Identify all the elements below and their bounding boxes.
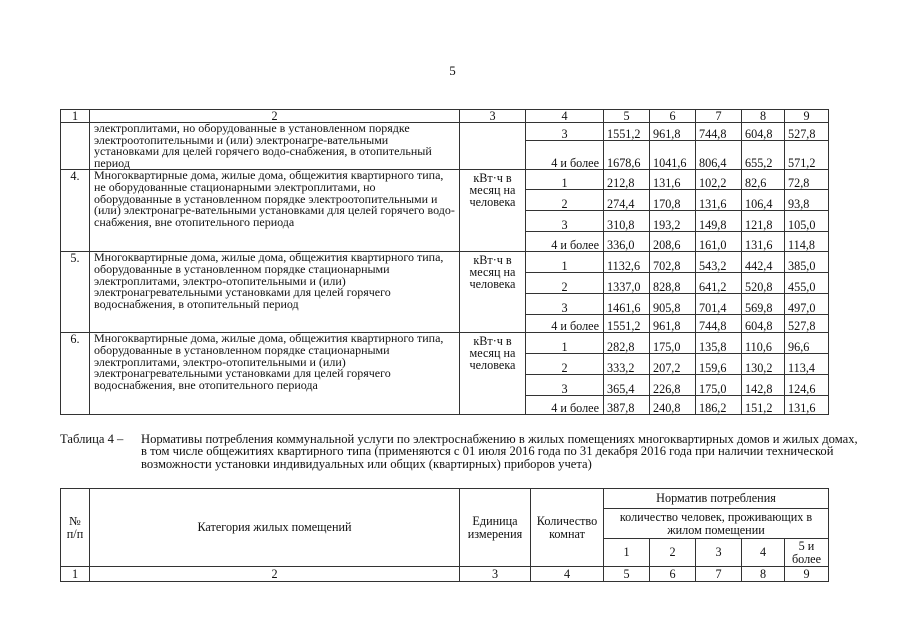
value-cell: 72,8 bbox=[785, 170, 829, 190]
value-cell: 131,6 bbox=[650, 170, 696, 190]
value-cell: 1461,6 bbox=[604, 294, 650, 315]
rooms-cell: 1 bbox=[526, 252, 604, 273]
col-unit-header: Единица измерения bbox=[460, 489, 531, 567]
value-cell: 142,8 bbox=[742, 375, 785, 396]
category-cell: электроплитами, но оборудованные в установленном порядке электроотопительными и (или) электронагре-вательными установками для целей горячего водо-снабжения, в отопительный период bbox=[90, 123, 460, 170]
table-row bbox=[61, 123, 829, 141]
column-index-cell: 1 bbox=[61, 567, 90, 582]
value-cell: 905,8 bbox=[650, 294, 696, 315]
rooms-cell: 1 bbox=[526, 170, 604, 190]
value-cell: 527,8 bbox=[785, 315, 829, 333]
value-cell: 828,8 bbox=[650, 273, 696, 294]
rooms-cell: 2 bbox=[526, 273, 604, 294]
value-cell: 365,4 bbox=[604, 375, 650, 396]
column-index-cell: 2 bbox=[90, 567, 460, 582]
value-cell: 106,4 bbox=[742, 190, 785, 211]
rooms-cell: 3 bbox=[526, 211, 604, 232]
value-cell: 135,8 bbox=[696, 333, 742, 354]
value-cell: 151,2 bbox=[742, 396, 785, 415]
value-cell: 240,8 bbox=[650, 396, 696, 415]
persons-count-cell: 1 bbox=[604, 539, 650, 567]
value-cell: 113,4 bbox=[785, 354, 829, 375]
value-cell: 333,2 bbox=[604, 354, 650, 375]
rooms-cell: 3 bbox=[526, 375, 604, 396]
value-cell: 175,0 bbox=[650, 333, 696, 354]
value-cell: 701,4 bbox=[696, 294, 742, 315]
rooms-cell: 4 и более bbox=[526, 141, 604, 170]
unit-cell bbox=[460, 123, 526, 170]
rooms-cell: 2 bbox=[526, 190, 604, 211]
value-cell: 82,6 bbox=[742, 170, 785, 190]
value-cell: 806,4 bbox=[696, 141, 742, 170]
value-cell: 121,8 bbox=[742, 211, 785, 232]
value-cell: 571,2 bbox=[785, 141, 829, 170]
value-cell: 1551,2 bbox=[604, 123, 650, 141]
table-row bbox=[61, 170, 829, 190]
value-cell: 124,6 bbox=[785, 375, 829, 396]
value-cell: 274,4 bbox=[604, 190, 650, 211]
value-cell: 130,2 bbox=[742, 354, 785, 375]
header-cell: 4 bbox=[526, 110, 604, 123]
page-number: 5 bbox=[449, 63, 456, 78]
value-cell: 1041,6 bbox=[650, 141, 696, 170]
value-cell: 105,0 bbox=[785, 211, 829, 232]
value-cell: 114,8 bbox=[785, 232, 829, 252]
value-cell: 455,0 bbox=[785, 273, 829, 294]
rooms-cell: 4 и более bbox=[526, 232, 604, 252]
unit-cell: кВт·ч в месяц на человека bbox=[460, 252, 526, 333]
category-cell: Многоквартирные дома, жилые дома, общежития квартирного типа, оборудованные в установленном порядке стационарными электроплитами, электро-отопительными и (или) электронагревательными установками для целей горячего водоснабжения, вне отопительного периода bbox=[90, 333, 460, 415]
header-cell: 3 bbox=[460, 110, 526, 123]
value-cell: 175,0 bbox=[696, 375, 742, 396]
unit-cell: кВт·ч в месяц на человека bbox=[460, 170, 526, 252]
category-cell: Многоквартирные дома, жилые дома, общежития квартирного типа, не оборудованные стационарными электроплитами, но оборудованные в установленном порядке электроотопительными и (или) электронагре-вательными установками для целей горячего водо-снабжения, вне отопительного периода bbox=[90, 170, 460, 252]
value-cell: 159,6 bbox=[696, 354, 742, 375]
value-cell: 212,8 bbox=[604, 170, 650, 190]
value-cell: 170,8 bbox=[650, 190, 696, 211]
value-cell: 520,8 bbox=[742, 273, 785, 294]
unit-cell: кВт·ч в месяц на человека bbox=[460, 333, 526, 415]
column-index-row bbox=[61, 567, 829, 582]
row-number: 5. bbox=[61, 252, 90, 333]
value-cell: 744,8 bbox=[696, 315, 742, 333]
table-row bbox=[61, 252, 829, 273]
col-number-header: № п/п bbox=[61, 489, 90, 567]
column-index-cell: 6 bbox=[650, 567, 696, 582]
column-index-cell: 3 bbox=[460, 567, 531, 582]
value-cell: 207,2 bbox=[650, 354, 696, 375]
header-cell: 5 bbox=[604, 110, 650, 123]
value-cell: 226,8 bbox=[650, 375, 696, 396]
consumption-norms-table bbox=[60, 109, 829, 415]
rooms-cell: 1 bbox=[526, 333, 604, 354]
column-index-cell: 5 bbox=[604, 567, 650, 582]
persons-count-cell: 4 bbox=[742, 539, 785, 567]
header-cell: 8 bbox=[742, 110, 785, 123]
value-cell: 193,2 bbox=[650, 211, 696, 232]
rooms-cell: 3 bbox=[526, 123, 604, 141]
column-index-cell: 9 bbox=[785, 567, 829, 582]
row-number: 6. bbox=[61, 333, 90, 415]
value-cell: 93,8 bbox=[785, 190, 829, 211]
caption-label: Таблица 4 – bbox=[60, 432, 124, 446]
header-cell: 6 bbox=[650, 110, 696, 123]
row-number: 4. bbox=[61, 170, 90, 252]
value-cell: 149,8 bbox=[696, 211, 742, 232]
header-cell: 1 bbox=[61, 110, 90, 123]
persons-header: количество человек, проживающих в жилом помещении bbox=[604, 509, 829, 539]
value-cell: 569,8 bbox=[742, 294, 785, 315]
row-number bbox=[61, 123, 90, 170]
value-cell: 702,8 bbox=[650, 252, 696, 273]
persons-count-cell: 3 bbox=[696, 539, 742, 567]
column-index-cell: 8 bbox=[742, 567, 785, 582]
persons-count-cell: 5 и более bbox=[785, 539, 829, 567]
value-cell: 1678,6 bbox=[604, 141, 650, 170]
persons-count-cell: 2 bbox=[650, 539, 696, 567]
norm-header: Норматив потребления bbox=[604, 489, 829, 509]
value-cell: 961,8 bbox=[650, 315, 696, 333]
column-index-cell: 4 bbox=[531, 567, 604, 582]
value-cell: 655,2 bbox=[742, 141, 785, 170]
rooms-cell: 3 bbox=[526, 294, 604, 315]
value-cell: 336,0 bbox=[604, 232, 650, 252]
value-cell: 387,8 bbox=[604, 396, 650, 415]
value-cell: 131,6 bbox=[696, 190, 742, 211]
rooms-cell: 2 bbox=[526, 354, 604, 375]
value-cell: 96,6 bbox=[785, 333, 829, 354]
rooms-cell: 4 и более bbox=[526, 315, 604, 333]
value-cell: 102,2 bbox=[696, 170, 742, 190]
value-cell: 282,8 bbox=[604, 333, 650, 354]
col-category-header: Категория жилых помещений bbox=[90, 489, 460, 567]
value-cell: 131,6 bbox=[742, 232, 785, 252]
value-cell: 310,8 bbox=[604, 211, 650, 232]
column-index-cell: 7 bbox=[696, 567, 742, 582]
rooms-cell: 4 и более bbox=[526, 396, 604, 415]
value-cell: 208,6 bbox=[650, 232, 696, 252]
value-cell: 385,0 bbox=[785, 252, 829, 273]
table-4-header bbox=[60, 488, 829, 582]
value-cell: 161,0 bbox=[696, 232, 742, 252]
table-row bbox=[61, 333, 829, 354]
value-cell: 961,8 bbox=[650, 123, 696, 141]
value-cell: 1551,2 bbox=[604, 315, 650, 333]
col-rooms-header: Количество комнат bbox=[531, 489, 604, 567]
header-cell: 2 bbox=[90, 110, 460, 123]
value-cell: 543,2 bbox=[696, 252, 742, 273]
value-cell: 110,6 bbox=[742, 333, 785, 354]
value-cell: 744,8 bbox=[696, 123, 742, 141]
header-cell: 7 bbox=[696, 110, 742, 123]
value-cell: 641,2 bbox=[696, 273, 742, 294]
value-cell: 497,0 bbox=[785, 294, 829, 315]
caption-text: Нормативы потребления коммунальной услуги по электроснабжению в жилых помещениях многоквартирных домов и жилых домах, в том числе общежитиях квартирного типа (применяются с 01 июля 2016 года по 31 декабря 2016 года при наличии технической возможности установки индивидуальных или общих (квартирных) приборов учета) bbox=[141, 432, 858, 471]
value-cell: 442,4 bbox=[742, 252, 785, 273]
value-cell: 1132,6 bbox=[604, 252, 650, 273]
category-cell: Многоквартирные дома, жилые дома, общежития квартирного типа, оборудованные в установленном порядке стационарными электроплитами, электро-отопительными и (или) электронагревательными установками для целей горячего водоснабжения, в отопительный период bbox=[90, 252, 460, 333]
value-cell: 527,8 bbox=[785, 123, 829, 141]
value-cell: 186,2 bbox=[696, 396, 742, 415]
value-cell: 131,6 bbox=[785, 396, 829, 415]
value-cell: 604,8 bbox=[742, 123, 785, 141]
value-cell: 1337,0 bbox=[604, 273, 650, 294]
header-cell: 9 bbox=[785, 110, 829, 123]
value-cell: 604,8 bbox=[742, 315, 785, 333]
